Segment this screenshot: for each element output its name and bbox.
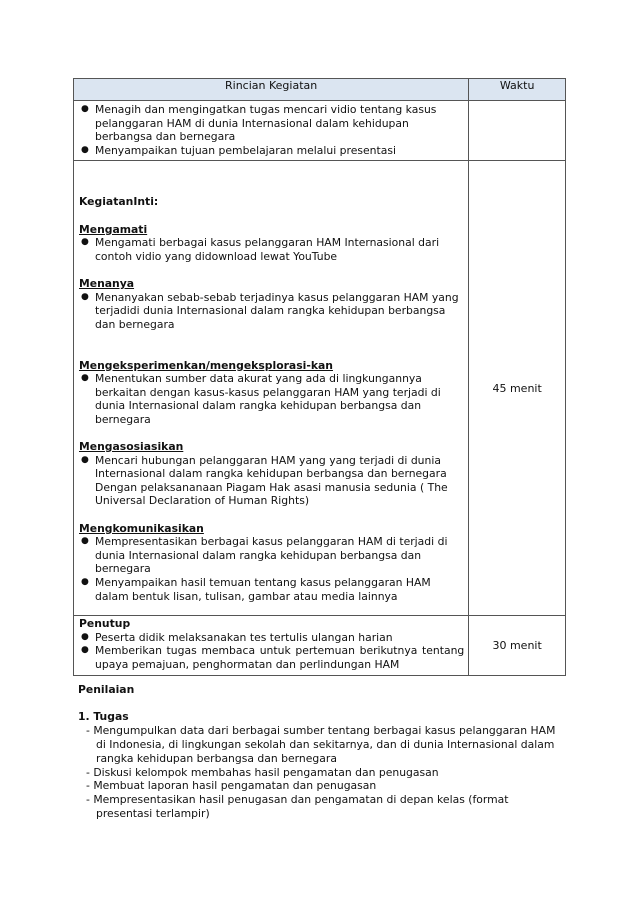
- kegiatan-inti-title: KegiatanInti:: [79, 195, 159, 209]
- list-item: ● Menyampaikan hasil temuan tentang kasus pelanggaran HAM dalam bentuk lisan, tulisan, gambar atau media lainnya: [81, 576, 431, 603]
- list-item: ● Peserta didik melaksanakan tes tertulis ulangan harian: [81, 630, 393, 644]
- list-item: ● Memberikan tugas membaca untuk pertemuan berikutnya tentang upaya pemajuan, penghormatan dan perlindungan HAM: [81, 644, 465, 671]
- penilaian-title: Penilaian: [78, 683, 135, 696]
- pendahuluan-cell: [74, 101, 469, 161]
- section-heading-mengamati: Mengamati: [79, 222, 148, 236]
- list-item: - Diskusi kelompok membahas hasil pengamatan dan penugasan: [86, 765, 439, 779]
- section-heading-mengkomunikasikan: Mengkomunikasikan: [79, 521, 204, 535]
- penilaian-section: [78, 683, 568, 821]
- list-item: ● Menanyakan sebab-sebab terjadinya kasus pelanggaran HAM yang terjadidi dunia Internasional dalam rangka kehidupan berbangsa dan bernegara: [81, 290, 459, 331]
- header-rincian-kegiatan: Rincian Kegiatan: [74, 79, 469, 101]
- list-item: ● Mencari hubungan pelanggaran HAM yang yang terjadi di dunia Internasional dalam rangka kehidupan berbangsa dan bernegara Dengan pelaksananaan Piagam Hak asasi manusia sedunia ( The Universal Declaration of Human Rights): [81, 453, 448, 508]
- list-item: ● Menyampaikan tujuan pembelajaran melalui presentasi: [81, 143, 396, 157]
- activity-table: [73, 78, 566, 676]
- header-waktu: Waktu: [469, 79, 566, 101]
- pendahuluan-time: [469, 101, 566, 161]
- penutup-title: Penutup: [79, 617, 131, 631]
- penutup-time: 30 menit: [469, 616, 566, 675]
- list-item: - Mengumpulkan data dari berbagai sumber tentang berbagai kasus pelanggaran HAM di Indonesia, di lingkungan sekolah dan sekitarnya, dan di dunia Internasional dalam rangka kehidupan berbangsa dan bernegara: [86, 724, 556, 765]
- penutup-cell: [74, 616, 469, 675]
- tugas-title: 1. Tugas: [78, 710, 129, 724]
- section-heading-mengeksperimenkan: Mengeksperimenkan/mengeksplorasi-kan: [79, 358, 333, 372]
- section-heading-menanya: Menanya: [79, 276, 135, 290]
- table-row-penutup: [74, 616, 566, 675]
- section-heading-mengasosiasikan: Mengasosiasikan: [79, 440, 184, 454]
- list-item: ● Mempresentasikan berbagai kasus pelanggaran HAM di terjadi di dunia Internasional dalam rangka kehidupan berbangsa dan bernegara: [81, 535, 448, 576]
- list-item: - Membuat laporan hasil pengamatan dan penugasan: [86, 779, 377, 793]
- table-row-pendahuluan: [74, 101, 566, 161]
- kegiatan-inti-time: 45 menit: [469, 161, 566, 616]
- list-item: - Mempresentasikan hasil penugasan dan pengamatan di depan kelas (format presentasi terlampir): [86, 793, 509, 820]
- table-row-kegiatan-inti: [74, 161, 566, 616]
- list-item: ● Menentukan sumber data akurat yang ada di lingkungannya berkaitan dengan kasus-kasus pelanggaran HAM yang terjadi di dunia Internasional dalam rangka kehidupan berbangsa dan bernegara: [81, 372, 441, 426]
- list-item: ● Mengamati berbagai kasus pelanggaran HAM Internasional dari contoh vidio yang didownload lewat YouTube: [81, 236, 440, 263]
- table-header-row: [74, 79, 566, 101]
- list-item: ● Menagih dan mengingatkan tugas mencari vidio tentang kasus pelanggaran HAM di dunia Internasional dalam kehidupan berbangsa dan bernegara: [81, 103, 437, 144]
- kegiatan-inti-cell: [74, 161, 469, 616]
